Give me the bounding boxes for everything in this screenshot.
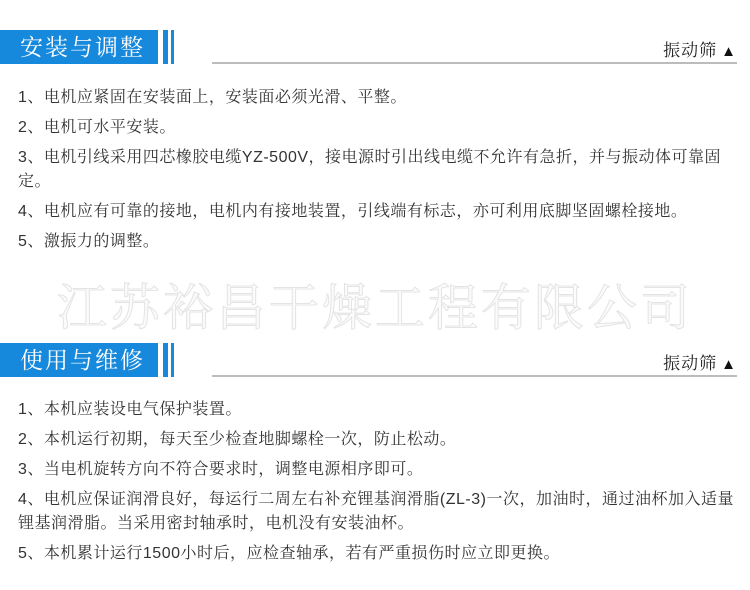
list-item: 5、激振力的调整。 [18,233,160,250]
section-installation [0,30,750,260]
section-tag-link[interactable] [663,349,737,374]
list-item: 1、本机应装设电气保护装置。 [18,401,242,418]
list-item: 5、本机累计运行1500小时后，应检查轴承，若有严重损伤时应立即更换。 [18,545,560,562]
decorative-bar-icon [171,30,174,64]
section-title-badge: 安装与调整 [0,30,158,64]
decorative-bar-icon [163,343,168,377]
section-header [0,343,750,377]
list-item: 2、本机运行初期，每天至少检查地脚螺栓一次，防止松动。 [18,431,457,448]
instruction-list [0,398,750,566]
tag-label: 振动筛 [663,354,718,373]
list-item: 4、电机应有可靠的接地，电机内有接地装置，引线端有标志，亦可利用底脚坚固螺栓接地。 [18,203,688,220]
company-watermark: 江苏裕昌干燥工程有限公司 [57,280,693,336]
tag-label: 振动筛 [663,41,718,60]
list-item: 3、电机引线采用四芯橡胶电缆YZ-500V，接电源时引出线电缆不允许有急折，并与振动体可靠固定。 [18,149,722,190]
triangle-up-icon: ▲ [721,43,737,60]
section-title-badge: 使用与维修 [0,343,158,377]
list-item: 4、电机应保证润滑良好，每运行二周左右补充锂基润滑脂(ZL-3)一次，加油时，通过油杯加入适量锂基润滑脂。当采用密封轴承时，电机没有安装油杯。 [18,491,734,532]
list-item: 1、电机应紧固在安装面上，安装面必须光滑、平整。 [18,89,407,106]
triangle-up-icon: ▲ [721,356,737,373]
section-tag-link[interactable] [663,36,737,61]
header-divider [212,62,737,64]
section-maintenance [0,343,750,572]
header-divider [212,375,737,377]
section-header [0,30,750,64]
decorative-bar-icon [163,30,168,64]
decorative-bar-icon [171,343,174,377]
instruction-list [0,86,750,254]
list-item: 2、电机可水平安装。 [18,119,176,136]
list-item: 3、当电机旋转方向不符合要求时，调整电源相序即可。 [18,461,424,478]
